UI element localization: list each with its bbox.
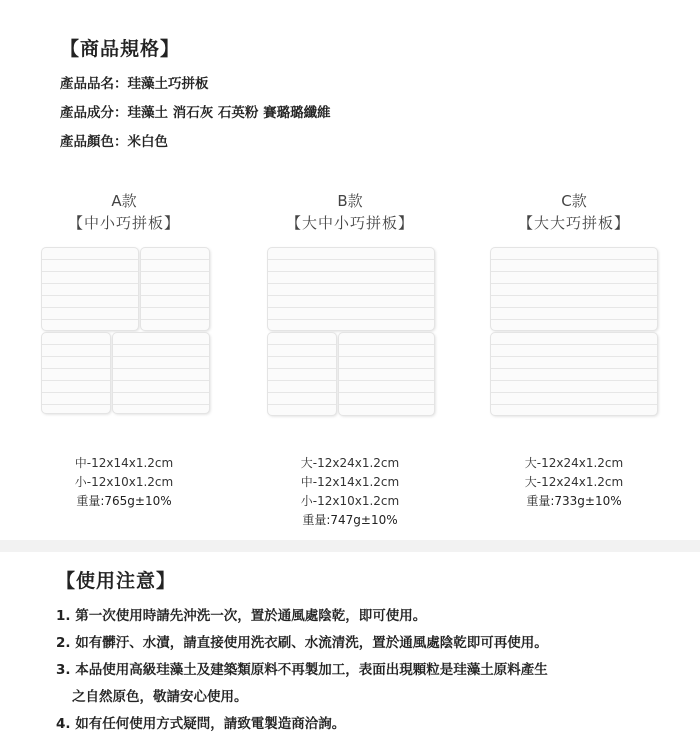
style-a-illustration bbox=[24, 248, 224, 420]
spec-color: 產品顏色：米白色 bbox=[60, 134, 168, 150]
usage-section bbox=[56, 566, 686, 738]
tile-medium bbox=[42, 248, 138, 330]
style-a-spec-1: 中-12x14x1.2cm bbox=[74, 456, 174, 470]
style-c-name: C款 bbox=[561, 192, 587, 210]
usage-title: 【使用注意】 bbox=[56, 570, 177, 592]
usage-note-2: 2. 如有髒汙、水漬，請直接使用洗衣刷、水流清洗，置於通風處陰乾即可再使用。 bbox=[56, 635, 548, 651]
tile-large bbox=[491, 333, 657, 415]
style-b-spec-3: 小-12x10x1.2cm bbox=[300, 494, 400, 508]
style-c-subtitle: 【大大巧拼板】 bbox=[517, 214, 630, 232]
style-c-illustration bbox=[474, 248, 674, 420]
section-divider bbox=[0, 540, 700, 552]
usage-note-3-continued: 之自然原色，敬請安心使用。 bbox=[72, 689, 248, 705]
style-a-spec-2: 小-12x10x1.2cm bbox=[74, 475, 174, 489]
style-b-name: B款 bbox=[337, 192, 363, 210]
usage-note-3: 3. 本品使用高級珪藻土及建築類原料不再製加工，表面出現顆粒是珪藻土原料產生 bbox=[56, 662, 548, 678]
style-a-weight: 重量:765g±10% bbox=[76, 494, 172, 508]
style-b-weight: 重量:747g±10% bbox=[302, 513, 398, 527]
tile-medium bbox=[339, 333, 434, 415]
tile-large bbox=[491, 248, 657, 330]
style-c-column bbox=[474, 190, 674, 511]
style-b-column bbox=[250, 190, 450, 530]
spec-title: 【商品規格】 bbox=[60, 38, 181, 60]
style-c-specs bbox=[474, 454, 674, 511]
style-c-spec-1: 大-12x24x1.2cm bbox=[524, 456, 624, 470]
tile-medium bbox=[113, 333, 209, 413]
usage-note-4: 4. 如有任何使用方式疑問，請致電製造商洽詢。 bbox=[56, 716, 346, 732]
spec-ingredients: 產品成分：珪藻土 消石灰 石英粉 賽璐璐纖維 bbox=[60, 105, 331, 121]
style-b-subtitle: 【大中小巧拼板】 bbox=[285, 214, 414, 232]
style-a-name: A款 bbox=[111, 192, 137, 210]
style-b-specs bbox=[250, 454, 450, 530]
spec-product-name: 產品品名：珪藻土巧拼板 bbox=[60, 76, 209, 92]
tile-small bbox=[268, 333, 336, 415]
style-a-subtitle: 【中小巧拼板】 bbox=[67, 214, 180, 232]
style-b-illustration bbox=[250, 248, 450, 420]
tile-large bbox=[268, 248, 434, 330]
style-b-spec-2: 中-12x14x1.2cm bbox=[300, 475, 400, 489]
style-a-column bbox=[24, 190, 224, 511]
style-c-spec-2: 大-12x24x1.2cm bbox=[524, 475, 624, 489]
style-a-specs bbox=[24, 454, 224, 511]
spec-section bbox=[60, 34, 331, 157]
style-b-spec-1: 大-12x24x1.2cm bbox=[300, 456, 400, 470]
tile-small bbox=[42, 333, 110, 413]
tile-small bbox=[141, 248, 209, 330]
usage-note-1: 1. 第一次使用時請先沖洗一次，置於通風處陰乾，即可使用。 bbox=[56, 608, 427, 624]
style-c-weight: 重量:733g±10% bbox=[526, 494, 622, 508]
